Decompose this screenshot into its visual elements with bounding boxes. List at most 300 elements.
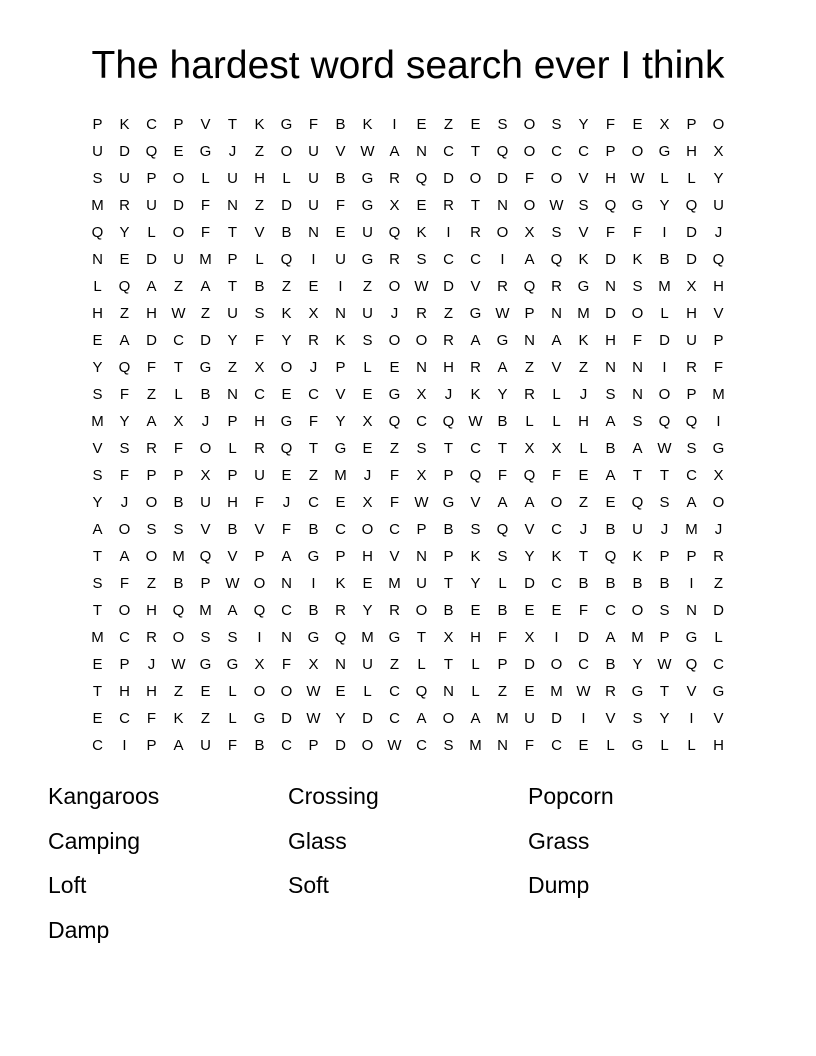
grid-letter[interactable]: C (308, 494, 319, 511)
grid-letter[interactable]: L (174, 386, 183, 403)
grid-letter[interactable]: X (308, 656, 319, 673)
grid-letter[interactable]: N (335, 305, 346, 322)
grid-letter[interactable]: C (470, 251, 481, 268)
grid-letter[interactable]: E (416, 197, 427, 214)
grid-letter[interactable]: C (335, 521, 346, 538)
grid-letter[interactable]: Z (497, 683, 508, 700)
grid-letter[interactable]: X (308, 305, 319, 322)
grid-letter[interactable]: P (227, 413, 238, 430)
grid-letter[interactable]: Y (524, 548, 535, 565)
grid-letter[interactable]: F (389, 467, 400, 484)
grid-letter[interactable]: I (257, 629, 262, 646)
grid-letter[interactable]: J (390, 305, 399, 322)
grid-letter[interactable]: F (200, 224, 211, 241)
grid-letter[interactable]: S (605, 386, 616, 403)
grid-letter[interactable]: M (91, 197, 104, 214)
grid-letter[interactable]: J (120, 494, 129, 511)
grid-letter[interactable]: T (659, 467, 670, 484)
grid-letter[interactable]: T (497, 440, 508, 457)
grid-letter[interactable]: B (335, 116, 346, 133)
grid-letter[interactable]: P (92, 116, 103, 133)
grid-letter[interactable]: Z (146, 575, 157, 592)
grid-letter[interactable]: C (551, 737, 562, 754)
grid-letter[interactable]: O (631, 602, 644, 619)
grid-letter[interactable]: Q (685, 656, 698, 673)
grid-letter[interactable]: P (173, 116, 184, 133)
grid-letter[interactable]: C (551, 143, 562, 160)
grid-letter[interactable]: Q (550, 251, 563, 268)
grid-letter[interactable]: Y (659, 197, 670, 214)
grid-letter[interactable]: H (686, 305, 697, 322)
grid-letter[interactable]: H (470, 629, 481, 646)
grid-letter[interactable]: G (469, 305, 482, 322)
grid-letter[interactable]: T (227, 116, 238, 133)
grid-letter[interactable]: L (363, 683, 372, 700)
grid-letter[interactable]: V (470, 494, 481, 511)
grid-letter[interactable]: Q (523, 278, 536, 295)
grid-letter[interactable]: F (173, 440, 184, 457)
grid-letter[interactable]: R (335, 602, 346, 619)
grid-letter[interactable]: L (579, 440, 588, 457)
grid-letter[interactable]: H (146, 602, 157, 619)
grid-letter[interactable]: B (335, 170, 346, 187)
grid-letter[interactable]: G (280, 116, 293, 133)
grid-letter[interactable]: A (281, 548, 292, 565)
grid-letter[interactable]: Q (415, 170, 428, 187)
grid-letter[interactable]: U (119, 170, 130, 187)
grid-letter[interactable]: O (658, 386, 671, 403)
grid-letter[interactable]: D (605, 251, 616, 268)
grid-letter[interactable]: A (146, 413, 157, 430)
grid-letter[interactable]: O (172, 170, 185, 187)
grid-letter[interactable]: M (361, 629, 374, 646)
grid-letter[interactable]: E (524, 602, 535, 619)
grid-letter[interactable]: P (146, 170, 157, 187)
grid-letter[interactable]: P (686, 386, 697, 403)
grid-letter[interactable]: S (551, 224, 562, 241)
grid-letter[interactable]: Q (280, 440, 293, 457)
grid-letter[interactable]: D (281, 710, 292, 727)
grid-letter[interactable]: B (605, 521, 616, 538)
grid-letter[interactable]: K (470, 386, 481, 403)
grid-letter[interactable]: U (713, 197, 724, 214)
grid-letter[interactable]: J (660, 521, 669, 538)
grid-letter[interactable]: Q (469, 467, 482, 484)
grid-letter[interactable]: G (712, 440, 725, 457)
grid-letter[interactable]: B (173, 575, 184, 592)
grid-letter[interactable]: Z (524, 359, 535, 376)
grid-letter[interactable]: R (470, 359, 481, 376)
grid-letter[interactable]: S (146, 521, 157, 538)
grid-letter[interactable]: O (523, 143, 536, 160)
grid-letter[interactable]: Q (442, 413, 455, 430)
grid-letter[interactable]: D (578, 629, 589, 646)
grid-letter[interactable]: Q (658, 413, 671, 430)
grid-letter[interactable]: F (119, 575, 130, 592)
grid-letter[interactable]: T (227, 224, 238, 241)
grid-letter[interactable]: J (282, 494, 291, 511)
grid-letter[interactable]: Y (335, 710, 346, 727)
grid-letter[interactable]: M (199, 251, 212, 268)
grid-letter[interactable]: C (389, 710, 400, 727)
grid-letter[interactable]: P (524, 305, 535, 322)
grid-letter[interactable]: G (280, 413, 293, 430)
grid-letter[interactable]: C (281, 737, 292, 754)
grid-letter[interactable]: S (632, 710, 643, 727)
grid-letter[interactable]: S (470, 521, 481, 538)
grid-letter[interactable]: T (443, 656, 454, 673)
grid-letter[interactable]: K (281, 305, 292, 322)
grid-letter[interactable]: Q (496, 521, 509, 538)
grid-letter[interactable]: C (92, 737, 103, 754)
grid-letter[interactable]: O (442, 710, 455, 727)
grid-letter[interactable]: D (173, 197, 184, 214)
grid-letter[interactable]: T (92, 602, 103, 619)
grid-letter[interactable]: U (200, 737, 211, 754)
grid-letter[interactable]: I (662, 359, 667, 376)
grid-letter[interactable]: P (497, 656, 508, 673)
grid-letter[interactable]: F (632, 224, 643, 241)
grid-letter[interactable]: S (92, 386, 103, 403)
grid-letter[interactable]: W (306, 710, 321, 727)
grid-letter[interactable]: Z (389, 656, 400, 673)
grid-letter[interactable]: I (122, 737, 127, 754)
grid-letter[interactable]: M (658, 278, 671, 295)
grid-letter[interactable]: C (281, 602, 292, 619)
grid-letter[interactable]: H (605, 332, 616, 349)
grid-letter[interactable]: J (714, 224, 723, 241)
grid-letter[interactable]: B (308, 521, 319, 538)
grid-letter[interactable]: U (308, 197, 319, 214)
grid-letter[interactable]: N (632, 359, 643, 376)
grid-letter[interactable]: A (416, 710, 427, 727)
grid-letter[interactable]: W (657, 440, 672, 457)
grid-letter[interactable]: F (119, 386, 130, 403)
grid-letter[interactable]: R (686, 359, 697, 376)
grid-letter[interactable]: E (362, 440, 373, 457)
grid-letter[interactable]: W (468, 413, 483, 430)
grid-letter[interactable]: G (361, 251, 374, 268)
grid-letter[interactable]: R (497, 278, 508, 295)
grid-letter[interactable]: F (146, 710, 157, 727)
grid-letter[interactable]: X (686, 278, 697, 295)
grid-letter[interactable]: E (119, 251, 130, 268)
grid-letter[interactable]: E (335, 494, 346, 511)
grid-letter[interactable]: A (632, 440, 643, 457)
grid-letter[interactable]: B (497, 413, 508, 430)
grid-letter[interactable]: G (307, 548, 320, 565)
grid-letter[interactable]: O (388, 278, 401, 295)
grid-letter[interactable]: N (443, 683, 454, 700)
grid-letter[interactable]: U (686, 332, 697, 349)
grid-letter[interactable]: B (173, 494, 184, 511)
grid-letter[interactable]: A (92, 521, 103, 538)
grid-letter[interactable]: X (551, 440, 562, 457)
grid-letter[interactable]: I (311, 575, 316, 592)
grid-letter[interactable]: L (201, 170, 210, 187)
grid-letter[interactable]: J (579, 386, 588, 403)
grid-letter[interactable]: F (713, 359, 724, 376)
grid-letter[interactable]: S (578, 197, 589, 214)
grid-letter[interactable]: I (716, 413, 721, 430)
grid-letter[interactable]: B (254, 737, 265, 754)
grid-letter[interactable]: P (659, 548, 670, 565)
grid-letter[interactable]: B (605, 440, 616, 457)
grid-letter[interactable]: I (662, 224, 667, 241)
grid-letter[interactable]: L (147, 224, 156, 241)
grid-letter[interactable]: V (200, 521, 211, 538)
grid-letter[interactable]: U (335, 251, 346, 268)
grid-letter[interactable]: P (308, 737, 319, 754)
grid-letter[interactable]: X (713, 143, 724, 160)
grid-letter[interactable]: X (389, 197, 400, 214)
grid-letter[interactable]: F (605, 224, 616, 241)
grid-letter[interactable]: P (227, 467, 238, 484)
grid-letter[interactable]: G (307, 629, 320, 646)
grid-letter[interactable]: D (497, 170, 508, 187)
grid-letter[interactable]: G (361, 170, 374, 187)
grid-letter[interactable]: U (362, 656, 373, 673)
grid-letter[interactable]: F (389, 494, 400, 511)
grid-letter[interactable]: N (281, 575, 292, 592)
grid-letter[interactable]: U (362, 224, 373, 241)
grid-letter[interactable]: K (362, 116, 373, 133)
grid-letter[interactable]: N (497, 737, 508, 754)
grid-letter[interactable]: O (712, 494, 725, 511)
grid-letter[interactable]: B (200, 386, 211, 403)
grid-letter[interactable]: L (471, 683, 480, 700)
grid-letter[interactable]: L (417, 656, 426, 673)
grid-letter[interactable]: D (443, 278, 454, 295)
grid-letter[interactable]: P (443, 467, 454, 484)
grid-letter[interactable]: H (605, 170, 616, 187)
grid-letter[interactable]: A (119, 548, 130, 565)
grid-letter[interactable]: M (199, 602, 212, 619)
grid-letter[interactable]: T (92, 683, 103, 700)
grid-letter[interactable]: Y (281, 332, 292, 349)
grid-letter[interactable]: N (416, 359, 427, 376)
grid-letter[interactable]: R (146, 629, 157, 646)
grid-letter[interactable]: Z (389, 440, 400, 457)
grid-letter[interactable]: G (685, 629, 698, 646)
grid-letter[interactable]: V (335, 386, 346, 403)
grid-letter[interactable]: E (389, 359, 400, 376)
grid-letter[interactable]: A (497, 494, 508, 511)
grid-letter[interactable]: S (497, 548, 508, 565)
grid-letter[interactable]: Z (362, 278, 373, 295)
grid-letter[interactable]: C (578, 143, 589, 160)
grid-letter[interactable]: D (119, 143, 130, 160)
grid-letter[interactable]: O (523, 197, 536, 214)
grid-letter[interactable]: A (227, 602, 238, 619)
grid-letter[interactable]: C (254, 386, 265, 403)
grid-letter[interactable]: O (388, 332, 401, 349)
grid-letter[interactable]: X (524, 224, 535, 241)
grid-letter[interactable]: G (361, 197, 374, 214)
grid-letter[interactable]: N (416, 143, 427, 160)
grid-letter[interactable]: F (335, 197, 346, 214)
grid-letter[interactable]: L (660, 170, 669, 187)
grid-letter[interactable]: Z (200, 305, 211, 322)
grid-letter[interactable]: P (146, 467, 157, 484)
grid-letter[interactable]: S (119, 440, 130, 457)
grid-letter[interactable]: X (524, 440, 535, 457)
grid-letter[interactable]: G (631, 737, 644, 754)
grid-letter[interactable]: V (227, 548, 238, 565)
grid-letter[interactable]: I (311, 251, 316, 268)
grid-letter[interactable]: M (172, 548, 185, 565)
grid-letter[interactable]: N (632, 386, 643, 403)
grid-letter[interactable]: L (687, 737, 696, 754)
grid-letter[interactable]: Y (578, 116, 589, 133)
grid-letter[interactable]: O (361, 737, 374, 754)
grid-letter[interactable]: S (416, 251, 427, 268)
grid-letter[interactable]: D (686, 251, 697, 268)
grid-letter[interactable]: N (524, 332, 535, 349)
grid-letter[interactable]: K (173, 710, 184, 727)
grid-letter[interactable]: H (686, 143, 697, 160)
grid-letter[interactable]: E (551, 602, 562, 619)
grid-letter[interactable]: F (119, 467, 130, 484)
grid-letter[interactable]: Z (200, 710, 211, 727)
grid-letter[interactable]: O (253, 683, 266, 700)
grid-letter[interactable]: J (309, 359, 318, 376)
grid-letter[interactable]: D (362, 710, 373, 727)
grid-letter[interactable]: E (632, 116, 643, 133)
grid-letter[interactable]: E (335, 683, 346, 700)
grid-letter[interactable]: C (443, 143, 454, 160)
grid-letter[interactable]: N (281, 629, 292, 646)
grid-letter[interactable]: L (228, 683, 237, 700)
grid-letter[interactable]: A (389, 143, 400, 160)
grid-letter[interactable]: U (227, 170, 238, 187)
grid-letter[interactable]: G (199, 656, 212, 673)
grid-letter[interactable]: C (551, 521, 562, 538)
grid-letter[interactable]: V (200, 116, 211, 133)
grid-letter[interactable]: V (686, 683, 697, 700)
grid-letter[interactable]: O (145, 548, 158, 565)
grid-letter[interactable]: F (524, 737, 535, 754)
grid-letter[interactable]: X (254, 359, 265, 376)
grid-letter[interactable]: G (631, 683, 644, 700)
grid-letter[interactable]: F (308, 413, 319, 430)
grid-letter[interactable]: Y (659, 710, 670, 727)
grid-letter[interactable]: V (551, 359, 562, 376)
grid-letter[interactable]: H (443, 359, 454, 376)
grid-letter[interactable]: R (713, 548, 724, 565)
grid-letter[interactable]: O (199, 440, 212, 457)
grid-letter[interactable]: L (606, 737, 615, 754)
grid-letter[interactable]: T (308, 440, 319, 457)
grid-letter[interactable]: U (362, 305, 373, 322)
grid-letter[interactable]: Q (199, 548, 212, 565)
grid-letter[interactable]: T (92, 548, 103, 565)
grid-letter[interactable]: C (551, 575, 562, 592)
grid-letter[interactable]: G (199, 359, 212, 376)
grid-letter[interactable]: W (414, 494, 429, 511)
grid-letter[interactable]: Q (172, 602, 185, 619)
grid-letter[interactable]: Q (118, 278, 131, 295)
grid-letter[interactable]: P (146, 737, 157, 754)
grid-letter[interactable]: K (119, 116, 130, 133)
grid-letter[interactable]: X (524, 629, 535, 646)
grid-letter[interactable]: N (686, 602, 697, 619)
grid-letter[interactable]: T (227, 278, 238, 295)
grid-letter[interactable]: L (255, 251, 264, 268)
grid-letter[interactable]: O (172, 629, 185, 646)
grid-letter[interactable]: T (470, 197, 481, 214)
grid-letter[interactable]: E (200, 683, 211, 700)
grid-letter[interactable]: F (578, 602, 589, 619)
grid-letter[interactable]: L (498, 575, 507, 592)
grid-letter[interactable]: A (605, 629, 616, 646)
grid-letter[interactable]: D (443, 170, 454, 187)
grid-letter[interactable]: D (335, 737, 346, 754)
grid-letter[interactable]: A (173, 737, 184, 754)
grid-letter[interactable]: A (686, 494, 697, 511)
grid-letter[interactable]: S (686, 440, 697, 457)
grid-letter[interactable]: K (416, 224, 427, 241)
grid-letter[interactable]: I (689, 575, 694, 592)
grid-letter[interactable]: J (147, 656, 156, 673)
grid-letter[interactable]: O (361, 521, 374, 538)
grid-letter[interactable]: D (200, 332, 211, 349)
grid-letter[interactable]: X (362, 413, 373, 430)
grid-letter[interactable]: Z (281, 278, 292, 295)
grid-letter[interactable]: U (254, 467, 265, 484)
grid-letter[interactable]: S (362, 332, 373, 349)
grid-letter[interactable]: L (471, 656, 480, 673)
grid-letter[interactable]: F (632, 332, 643, 349)
grid-letter[interactable]: C (686, 467, 697, 484)
grid-letter[interactable]: P (200, 575, 211, 592)
grid-letter[interactable]: C (578, 656, 589, 673)
grid-letter[interactable]: W (414, 278, 429, 295)
grid-letter[interactable]: T (659, 683, 670, 700)
grid-letter[interactable]: W (657, 656, 672, 673)
grid-letter[interactable]: A (551, 332, 562, 349)
grid-letter[interactable]: S (173, 521, 184, 538)
grid-letter[interactable]: A (119, 332, 130, 349)
grid-letter[interactable]: H (713, 278, 724, 295)
grid-letter[interactable]: X (443, 629, 454, 646)
grid-letter[interactable]: A (524, 251, 535, 268)
grid-letter[interactable]: C (146, 116, 157, 133)
grid-letter[interactable]: Z (227, 359, 238, 376)
grid-letter[interactable]: S (92, 467, 103, 484)
grid-letter[interactable]: T (470, 143, 481, 160)
grid-letter[interactable]: Z (254, 197, 265, 214)
grid-letter[interactable]: K (335, 332, 346, 349)
grid-letter[interactable]: K (335, 575, 346, 592)
grid-letter[interactable]: P (659, 629, 670, 646)
grid-letter[interactable]: A (497, 359, 508, 376)
grid-letter[interactable]: O (631, 305, 644, 322)
grid-letter[interactable]: V (254, 224, 265, 241)
grid-letter[interactable]: I (689, 710, 694, 727)
grid-letter[interactable]: O (253, 575, 266, 592)
grid-letter[interactable]: J (363, 467, 372, 484)
grid-letter[interactable]: S (659, 602, 670, 619)
grid-letter[interactable]: X (200, 467, 211, 484)
grid-letter[interactable]: C (713, 656, 724, 673)
grid-letter[interactable]: R (119, 197, 130, 214)
grid-letter[interactable]: Y (119, 224, 130, 241)
grid-letter[interactable]: O (469, 170, 482, 187)
grid-letter[interactable]: E (470, 602, 481, 619)
grid-letter[interactable]: N (308, 224, 319, 241)
grid-letter[interactable]: S (92, 575, 103, 592)
